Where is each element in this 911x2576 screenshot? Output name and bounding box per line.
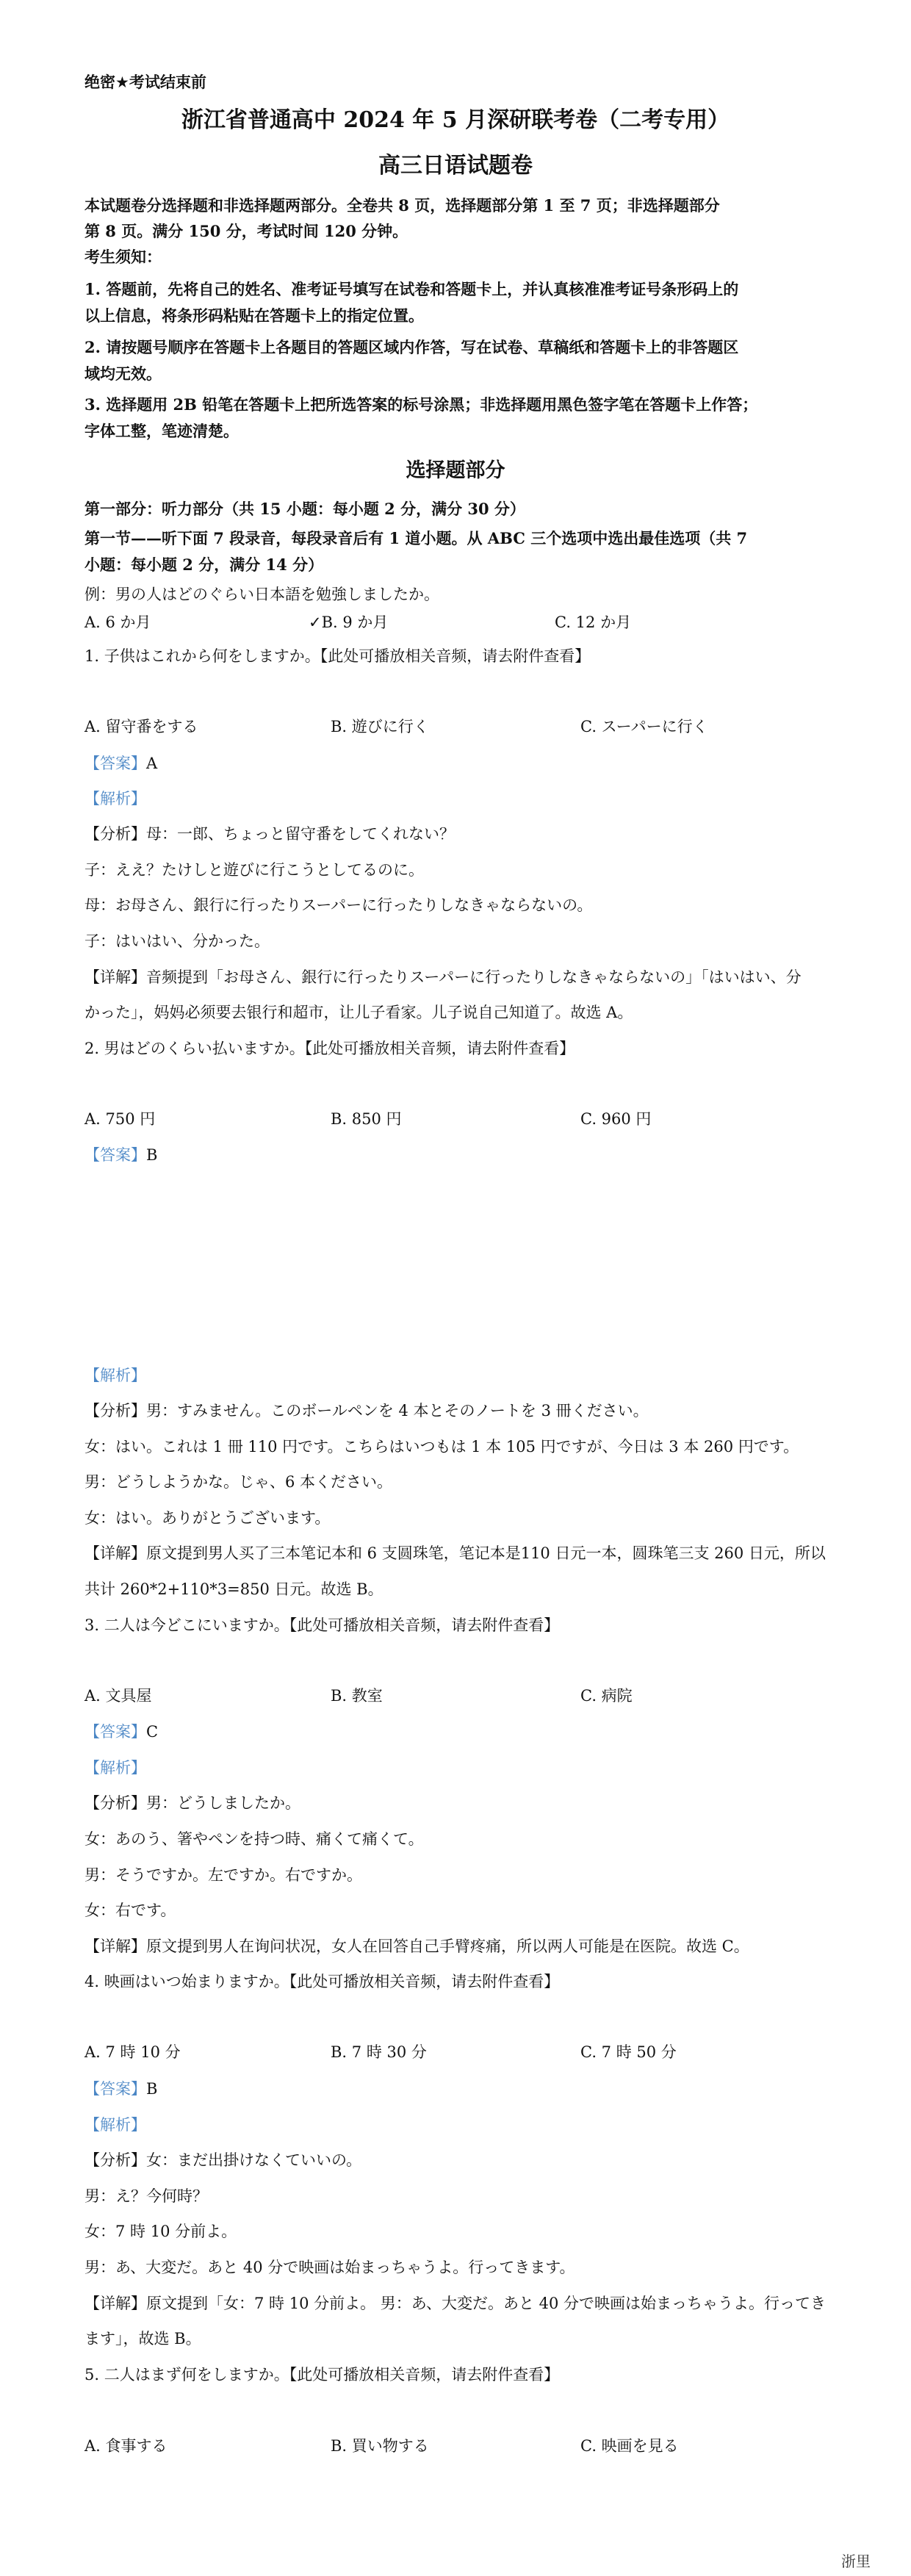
example-option-c: C. 12 か月 (555, 614, 632, 631)
q1-question: 1. 子供はこれから何をしますか。【此处可播放相关音频，请去附件查看】 (84, 647, 591, 665)
q1-option-a: A. 留守番をする (84, 718, 198, 735)
q4-option-b: B. 7 時 30 分 (331, 2043, 427, 2061)
q5-option-c: C. 映画を見る (580, 2437, 679, 2455)
q1-analysis-tag: 【解析】 (84, 790, 146, 807)
q1-answer (84, 751, 830, 776)
example-option-b: ✓B. 9 か月 (309, 614, 389, 631)
q3-dialogue-2: 女：あのう、箸やペンを持つ時、痛くて痛くて。 (84, 1830, 424, 1848)
q4-analysis-tag: 【解析】 (84, 2116, 146, 2134)
q1-option-b: B. 遊びに行く (331, 718, 429, 735)
q1-detail-1: 【详解】音频提到「お母さん、銀行に行ったりスーパーに行ったりしなきゃならないの」「はいはい、分 (84, 968, 802, 986)
section-1-heading-a: 第一节——听下面 7 段录音，每段录音后有 1 道小题。从 ABC 三个选项中选出最佳选项（共 7 (84, 529, 748, 547)
q2-detail-2: 共计 260*2+110*3=850 日元。故选 B。 (84, 1580, 384, 1598)
example-question: 例：男の人はどのぐらい日本語を勉強しましたか。 (84, 586, 439, 603)
q5-option-a: A. 食事する (84, 2437, 168, 2455)
q3-detail-1: 【详解】原文提到男人在询问状况，女人在回答自己手臂疼痛，所以两人可能是在医院。故选 C。 (84, 1938, 749, 1955)
intro-line-1: 本试题卷分选择题和非选择题两部分。全卷共 8 页，选择题部分第 1 至 7 页；非选择题部分 (84, 196, 720, 215)
q1-dialogue-2: 子：ええ？たけしと遊びに行こうとしてるのに。 (84, 861, 424, 879)
answer-tag: 【答案】 (84, 755, 146, 772)
q4-detail-2: ます」，故选 B。 (84, 2330, 201, 2347)
notice-1b: 以上信息，将条形码粘贴在答题卡上的指定位置。 (84, 306, 424, 325)
answer-tag: 【答案】 (84, 1146, 146, 1164)
section-title: 选择题部分 (406, 459, 505, 482)
notice-2a: 2. 请按题号顺序在答题卡上各题目的答题区域内作答，写在试卷、草稿纸和答题卡上的非答题区 (84, 338, 739, 356)
q3-option-c: C. 病院 (580, 1687, 633, 1705)
q2-option-b: B. 850 円 (331, 1110, 402, 1128)
footer-watermark: 浙里 (841, 2552, 871, 2570)
part-1-heading: 第一部分：听力部分（共 15 小题：每小题 2 分，满分 30 分） (84, 500, 525, 518)
q3-analysis-tag: 【解析】 (84, 1759, 146, 1777)
secret-label: 绝密★考试结束前 (84, 73, 206, 91)
q4-answer (84, 2076, 830, 2101)
q3-option-a: A. 文具屋 (84, 1687, 152, 1705)
q4-dialogue-2: 男：え？今何時？ (84, 2187, 208, 2205)
q3-dialogue-4: 女：右です。 (84, 1902, 176, 1919)
q2-detail-1: 【详解】原文提到男人买了三本笔记本和 6 支圆珠笔，笔记本是110 日元一本，圆珠笔三支 260 日元，所以 (84, 1544, 826, 1562)
q1-dialogue-4: 子：はいはい、分かった。 (84, 932, 270, 950)
notice-3a: 3. 选择题用 2B 铅笔在答题卡上把所选答案的标号涂黑；非选择题用黑色签字笔在答题卡上作答； (84, 395, 758, 414)
exam-subtitle: 高三日语试题卷 (378, 153, 533, 179)
answer-value: B (146, 1146, 158, 1164)
q3-dialogue-1: 【分析】男：どうしましたか。 (84, 1794, 300, 1812)
q5-option-b: B. 買い物する (331, 2437, 429, 2455)
q2-dialogue-2: 女：はい。これは 1 冊 110 円です。こちらはいつもは 1 本 105 円ですが、今日は 3 本 260 円です。 (84, 1438, 799, 1456)
q2-option-a: A. 750 円 (84, 1110, 156, 1128)
q5-question: 5. 二人はまず何をしますか。【此处可播放相关音频，请去附件查看】 (84, 2366, 560, 2383)
q4-detail-1: 【详解】原文提到「女：7 時 10 分前よ。 男：あ、大変だ。あと 40 分で映画は始まっちゃうよ。行ってき (84, 2295, 827, 2312)
notice-1a: 1. 答题前，先将自己的姓名、准考证号填写在试卷和答题卡上，并认真核准准考证号条形码上的 (84, 280, 739, 298)
q3-option-b: B. 教室 (331, 1687, 383, 1705)
q1-dialogue-3: 母：お母さん、銀行に行ったりスーパーに行ったりしなきゃならないの。 (84, 896, 593, 914)
q1-option-c: C. スーパーに行く (580, 718, 708, 735)
q3-question: 3. 二人は今どこにいますか。【此处可播放相关音频，请去附件查看】 (84, 1616, 560, 1634)
q3-answer (84, 1719, 830, 1744)
example-option-a: A. 6 か月 (84, 614, 151, 631)
q2-dialogue-1: 【分析】男：すみません。このボールペンを 4 本とそのノートを 3 冊ください。 (84, 1402, 649, 1420)
q2-answer (84, 1143, 830, 1168)
q2-analysis-tag: 【解析】 (84, 1367, 146, 1384)
q1-detail-2: かった」，妈妈必须要去银行和超市，让儿子看家。儿子说自己知道了。故选 A。 (84, 1004, 633, 1021)
answer-tag: 【答案】 (84, 2080, 146, 2098)
q4-option-c: C. 7 時 50 分 (580, 2043, 677, 2061)
notice-heading: 考生须知： (84, 248, 162, 266)
notice-2b: 域均无效。 (84, 364, 162, 383)
exam-title: 浙江省普通高中 2024 年 5 月深研联考卷（二考专用） (181, 107, 730, 133)
answer-value: C (146, 1723, 159, 1741)
q1-dialogue-1: 【分析】母：一郎、ちょっと留守番をしてくれない？ (84, 825, 455, 843)
intro-line-2: 第 8 页。满分 150 分，考试时间 120 分钟。 (84, 222, 408, 240)
q2-dialogue-4: 女：はい。ありがとうございます。 (84, 1509, 331, 1527)
q4-dialogue-4: 男：あ、大変だ。あと 40 分で映画は始まっちゃうよ。行ってきます。 (84, 2259, 575, 2276)
q4-question: 4. 映画はいつ始まりますか。【此处可播放相关音频，请去附件查看】 (84, 1973, 560, 1990)
q2-option-c: C. 960 円 (580, 1110, 652, 1128)
q4-dialogue-1: 【分析】女：まだ出掛けなくていいの。 (84, 2151, 362, 2169)
q2-dialogue-3: 男：どうしようかな。じゃ、6 本ください。 (84, 1473, 393, 1491)
q4-option-a: A. 7 時 10 分 (84, 2043, 181, 2061)
q3-dialogue-3: 男：そうですか。左ですか。右ですか。 (84, 1866, 362, 1884)
answer-value: B (146, 2080, 158, 2098)
section-1-heading-b: 小题：每小题 2 分，满分 14 分） (84, 555, 324, 574)
answer-tag: 【答案】 (84, 1723, 146, 1741)
q2-question: 2. 男はどのくらい払いますか。【此处可播放相关音频，请去附件查看】 (84, 1040, 575, 1057)
answer-value: A (146, 755, 158, 772)
notice-3b: 字体工整，笔迹清楚。 (84, 422, 239, 440)
q4-dialogue-3: 女：7 時 10 分前よ。 (84, 2223, 237, 2240)
